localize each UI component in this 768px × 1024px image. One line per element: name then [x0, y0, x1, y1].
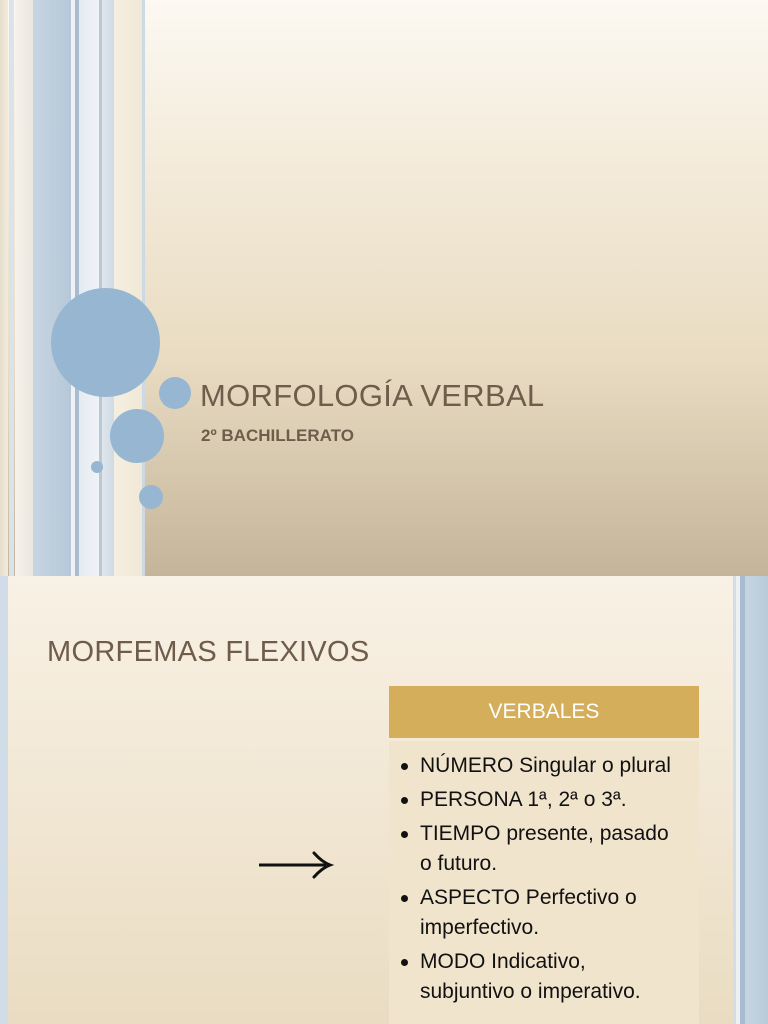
list-item-text: PERSONA 1ª, 2ª o 3ª. — [420, 788, 627, 811]
right-arrow-icon — [256, 846, 336, 884]
list-item-text: NÚMERO Singular o plural — [420, 754, 671, 777]
slide-title: MORFEMAS FLEXIVOS — [47, 636, 370, 668]
bullet-icon — [401, 763, 408, 770]
bullet-list — [389, 741, 699, 1007]
list-item — [401, 947, 685, 1007]
list-item-text: ASPECTO Perfectivo o imperfectivo. — [420, 886, 637, 939]
table-body — [389, 741, 699, 1024]
list-item — [401, 751, 685, 781]
table-header — [389, 686, 699, 738]
slide-subtitle: 2º BACHILLERATO — [201, 426, 354, 445]
bullet-icon — [401, 895, 408, 902]
bullet-icon — [401, 959, 408, 966]
decor-stripe — [9, 0, 14, 576]
decor-stripe — [0, 576, 8, 1024]
list-item — [401, 819, 685, 879]
decor-circle — [139, 485, 163, 509]
decor-stripe — [15, 0, 33, 576]
decor-stripe — [114, 0, 142, 576]
content-slide — [0, 576, 768, 1024]
decor-circle — [159, 377, 191, 409]
bullet-icon — [401, 797, 408, 804]
decor-stripe — [745, 576, 768, 1024]
bullet-icon — [401, 831, 408, 838]
list-item-text: TIEMPO presente, pasado o futuro. — [420, 822, 669, 875]
decor-circle — [110, 409, 164, 463]
decor-stripe — [0, 0, 8, 576]
table-header-label: VERBALES — [488, 700, 600, 723]
decor-stripe — [33, 0, 71, 576]
list-item-text: MODO Indicativo, subjuntivo o imperativo. — [420, 950, 641, 1003]
list-item — [401, 883, 685, 943]
decor-circle — [91, 461, 103, 473]
list-item — [401, 785, 685, 815]
decor-circle — [51, 288, 160, 397]
slide-title: MORFOLOGÍA VERBAL — [200, 378, 545, 413]
